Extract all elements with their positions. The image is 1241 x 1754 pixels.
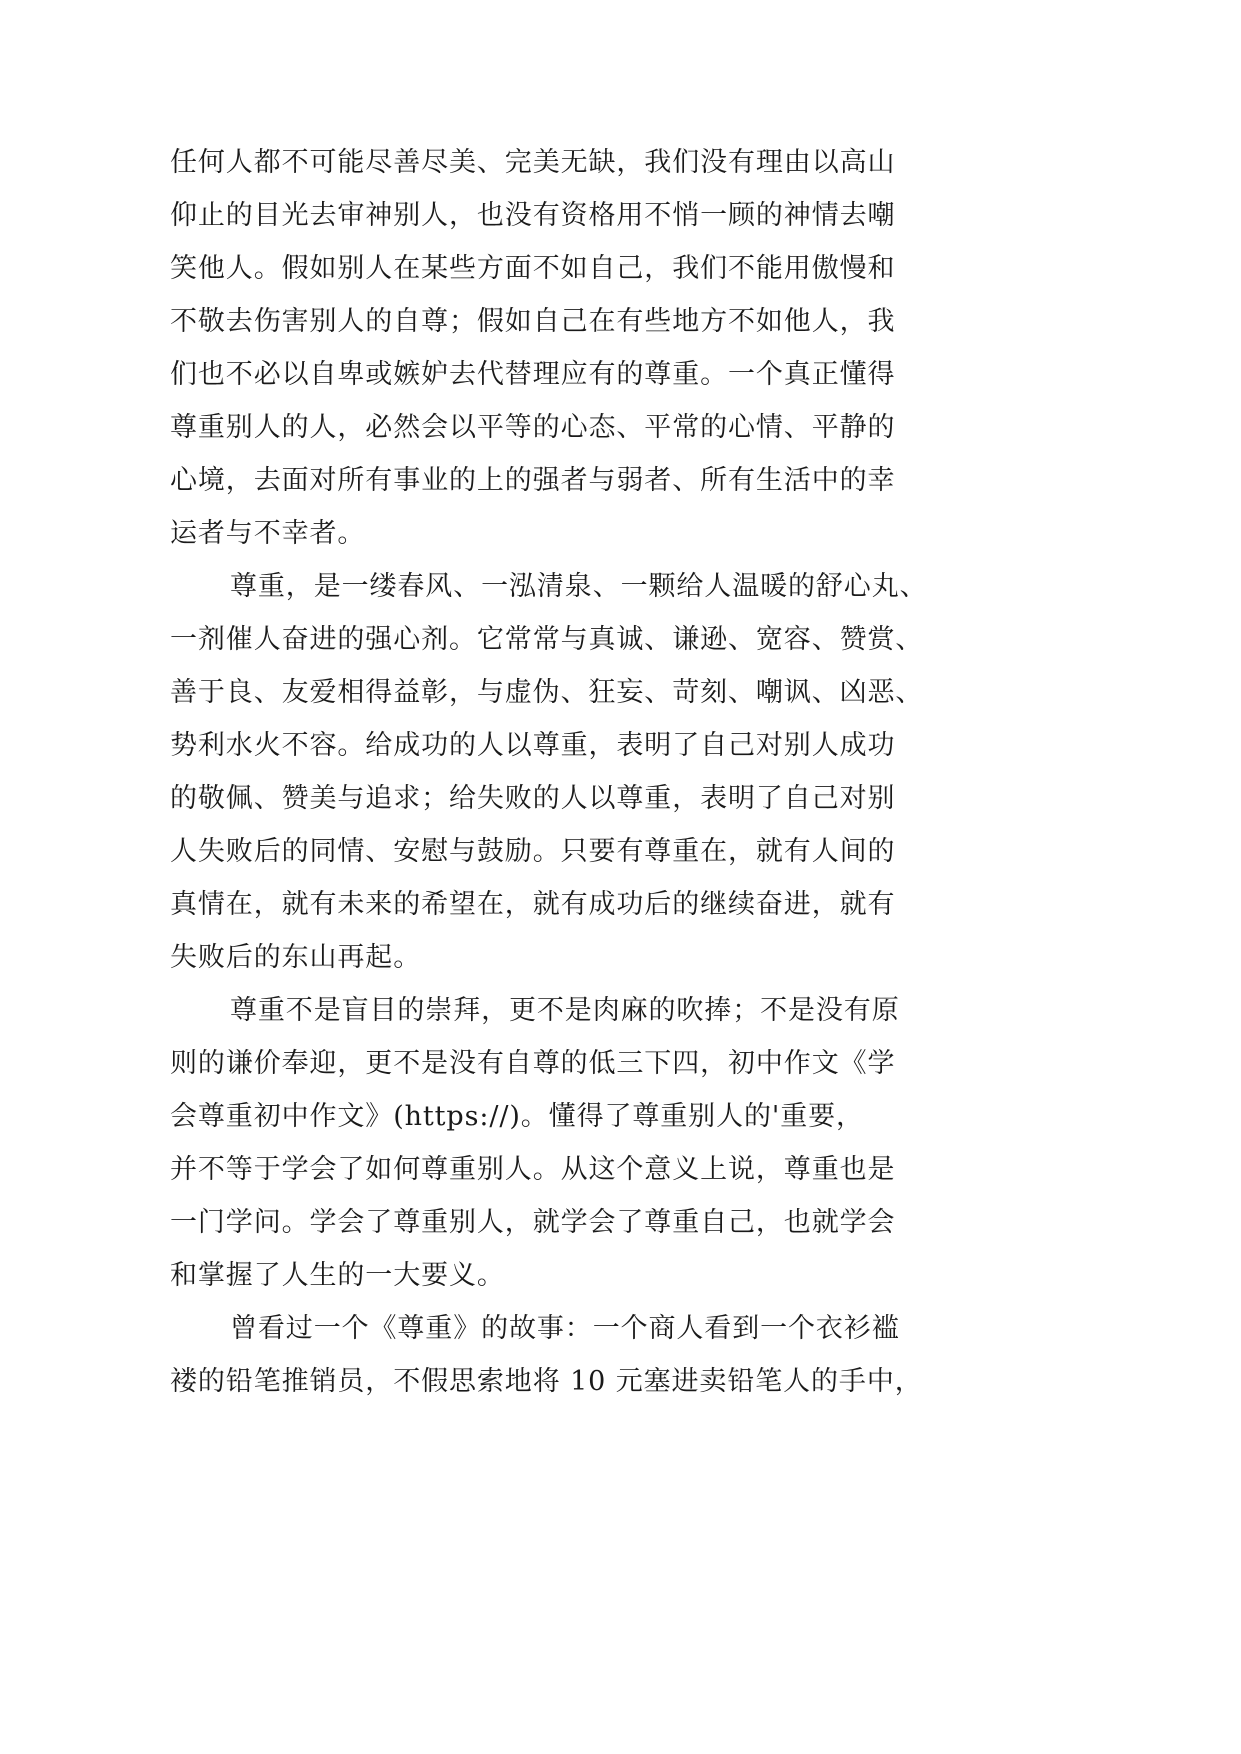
text-line: 势利水火不容。给成功的人以尊重，表明了自己对别人成功 <box>170 730 896 761</box>
text-line: 们也不必以自卑或嫉妒去代替理应有的尊重。一个真正懂得 <box>170 359 896 390</box>
text-line: 真情在，就有未来的希望在，就有成功后的继续奋进，就有 <box>170 889 896 920</box>
text-line: 和掌握了人生的一大要义。 <box>170 1260 505 1291</box>
paragraph-first-line: 尊重不是盲目的崇拜，更不是肉麻的吹捧；不是没有原 <box>230 995 900 1026</box>
paragraph-first-line: 尊重，是一缕春风、一泓清泉、一颗给人温暖的舒心丸、 <box>230 571 928 602</box>
text-line: 不敬去伤害别人的自尊；假如自己在有些地方不如他人，我 <box>170 306 896 337</box>
text-line: 尊重别人的人，必然会以平等的心态、平常的心情、平静的 <box>170 412 896 443</box>
text-line: 运者与不幸者。 <box>170 518 366 549</box>
text-line: 则的谦价奉迎，更不是没有自尊的低三下四，初中作文《学 <box>170 1048 896 1079</box>
text-line: 善于良、友爱相得益彰，与虚伪、狂妄、苛刻、嘲讽、凶恶、 <box>170 677 924 708</box>
text-line: 一剂催人奋进的强心剂。它常常与真诚、谦逊、宽容、赞赏、 <box>170 624 924 655</box>
text-line: 笑他人。假如别人在某些方面不如自己，我们不能用傲慢和 <box>170 253 896 284</box>
text-line: 任何人都不可能尽善尽美、完美无缺，我们没有理由以高山 <box>170 147 896 178</box>
text-line: 并不等于学会了如何尊重别人。从这个意义上说，尊重也是 <box>170 1154 896 1185</box>
text-line: 一门学问。学会了尊重别人，就学会了尊重自己，也就学会 <box>170 1207 896 1238</box>
text-line: 人失败后的同情、安慰与鼓励。只要有尊重在，就有人间的 <box>170 836 896 867</box>
text-line: 心境，去面对所有事业的上的强者与弱者、所有生活中的幸 <box>170 465 896 496</box>
text-line: 的敬佩、赞美与追求；给失败的人以尊重，表明了自己对别 <box>170 783 896 814</box>
text-line: 仰止的目光去审神别人，也没有资格用不悄一顾的神情去嘲 <box>170 200 896 231</box>
text-line: 失败后的东山再起。 <box>170 942 422 973</box>
text-line: 会尊重初中作文》(https://)。懂得了尊重别人的'重要， <box>170 1101 864 1132</box>
text-line: 褛的铅笔推销员，不假思索地将 10 元塞进卖铅笔人的手中， <box>170 1366 923 1397</box>
paragraph-first-line: 曾看过一个《尊重》的故事：一个商人看到一个衣衫褴 <box>230 1313 900 1344</box>
